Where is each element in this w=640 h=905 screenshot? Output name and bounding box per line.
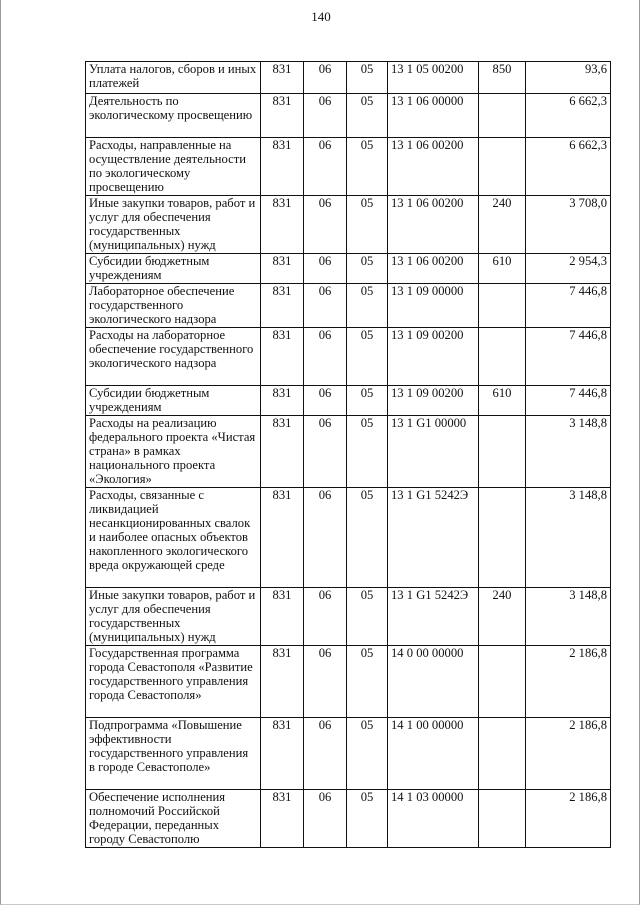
row-subsection-cell: 05 [347, 718, 388, 790]
table-row [86, 718, 611, 790]
row-ministry-cell: 831 [261, 588, 304, 646]
row-ministry-cell: 831 [261, 62, 304, 94]
row-section-cell: 06 [304, 718, 347, 790]
budget-table-body [86, 62, 611, 848]
row-subsection-cell: 05 [347, 588, 388, 646]
table-row [86, 588, 611, 646]
row-section-cell: 06 [304, 416, 347, 488]
row-section-cell: 06 [304, 254, 347, 284]
row-target-code-cell: 14 0 00 00000 [388, 646, 479, 718]
row-subsection-cell: 05 [347, 196, 388, 254]
row-subsection-cell: 05 [347, 416, 388, 488]
table-row [86, 94, 611, 138]
table-row [86, 416, 611, 488]
row-target-code-cell: 14 1 03 00000 [388, 790, 479, 848]
row-section-cell: 06 [304, 328, 347, 386]
row-target-code-cell: 13 1 05 00200 [388, 62, 479, 94]
row-amount-cell: 3 148,8 [526, 488, 611, 588]
row-amount-cell: 3 708,0 [526, 196, 611, 254]
row-amount-cell: 7 446,8 [526, 284, 611, 328]
row-expense-type-cell: 610 [479, 254, 526, 284]
row-subsection-cell: 05 [347, 790, 388, 848]
row-amount-cell: 93,6 [526, 62, 611, 94]
row-ministry-cell: 831 [261, 196, 304, 254]
row-subsection-cell: 05 [347, 488, 388, 588]
table-row [86, 328, 611, 386]
row-section-cell: 06 [304, 284, 347, 328]
row-target-code-cell: 13 1 G1 00000 [388, 416, 479, 488]
row-amount-cell: 7 446,8 [526, 386, 611, 416]
row-name-cell: Расходы, связанные с ликвидацией несанкционированных свалок и наиболее опасных объектов накопленного экологического вреда окружающей среде [86, 488, 261, 588]
row-subsection-cell: 05 [347, 386, 388, 416]
row-section-cell: 06 [304, 386, 347, 416]
table-row [86, 386, 611, 416]
row-ministry-cell: 831 [261, 790, 304, 848]
row-amount-cell: 6 662,3 [526, 138, 611, 196]
row-target-code-cell: 13 1 06 00200 [388, 196, 479, 254]
row-name-cell: Уплата налогов, сборов и иных платежей [86, 62, 261, 94]
row-amount-cell: 2 186,8 [526, 718, 611, 790]
row-name-cell: Лабораторное обеспечение государственного экологического надзора [86, 284, 261, 328]
row-expense-type-cell [479, 488, 526, 588]
row-section-cell: 06 [304, 588, 347, 646]
row-amount-cell: 3 148,8 [526, 588, 611, 646]
table-row [86, 62, 611, 94]
row-target-code-cell: 13 1 09 00200 [388, 328, 479, 386]
row-subsection-cell: 05 [347, 284, 388, 328]
row-target-code-cell: 13 1 06 00000 [388, 94, 479, 138]
row-ministry-cell: 831 [261, 718, 304, 790]
row-ministry-cell: 831 [261, 328, 304, 386]
row-subsection-cell: 05 [347, 138, 388, 196]
row-name-cell: Деятельность по экологическому просвещению [86, 94, 261, 138]
row-expense-type-cell [479, 138, 526, 196]
row-section-cell: 06 [304, 138, 347, 196]
row-target-code-cell: 13 1 06 00200 [388, 138, 479, 196]
table-row [86, 254, 611, 284]
page-number: 140 [311, 9, 331, 24]
row-target-code-cell: 14 1 00 00000 [388, 718, 479, 790]
row-amount-cell: 2 186,8 [526, 646, 611, 718]
row-amount-cell: 7 446,8 [526, 328, 611, 386]
row-ministry-cell: 831 [261, 254, 304, 284]
row-subsection-cell: 05 [347, 94, 388, 138]
table-row [86, 790, 611, 848]
row-target-code-cell: 13 1 G1 5242Э [388, 488, 479, 588]
row-name-cell: Подпрограмма «Повышение эффективности государственного управления в городе Севастополе» [86, 718, 261, 790]
row-ministry-cell: 831 [261, 284, 304, 328]
table-row [86, 196, 611, 254]
budget-table [85, 61, 611, 848]
row-name-cell: Расходы на лабораторное обеспечение государственного экологического надзора [86, 328, 261, 386]
row-amount-cell: 3 148,8 [526, 416, 611, 488]
row-expense-type-cell [479, 328, 526, 386]
row-target-code-cell: 13 1 06 00200 [388, 254, 479, 284]
row-ministry-cell: 831 [261, 94, 304, 138]
row-name-cell: Иные закупки товаров, работ и услуг для обеспечения государственных (муниципальных) нужд [86, 588, 261, 646]
row-name-cell: Расходы, направленные на осуществление деятельности по экологическому просвещению [86, 138, 261, 196]
row-target-code-cell: 13 1 09 00200 [388, 386, 479, 416]
row-name-cell: Иные закупки товаров, работ и услуг для обеспечения государственных (муниципальных) нужд [86, 196, 261, 254]
table-row [86, 488, 611, 588]
row-ministry-cell: 831 [261, 386, 304, 416]
row-expense-type-cell [479, 416, 526, 488]
row-section-cell: 06 [304, 488, 347, 588]
row-ministry-cell: 831 [261, 488, 304, 588]
row-expense-type-cell [479, 718, 526, 790]
row-subsection-cell: 05 [347, 254, 388, 284]
row-amount-cell: 2 954,3 [526, 254, 611, 284]
row-section-cell: 06 [304, 94, 347, 138]
row-expense-type-cell: 610 [479, 386, 526, 416]
row-amount-cell: 6 662,3 [526, 94, 611, 138]
row-ministry-cell: 831 [261, 416, 304, 488]
row-name-cell: Обеспечение исполнения полномочий Российской Федерации, переданных городу Севастополю [86, 790, 261, 848]
row-ministry-cell: 831 [261, 138, 304, 196]
row-expense-type-cell [479, 646, 526, 718]
row-target-code-cell: 13 1 09 00000 [388, 284, 479, 328]
row-subsection-cell: 05 [347, 646, 388, 718]
row-target-code-cell: 13 1 G1 5242Э [388, 588, 479, 646]
row-section-cell: 06 [304, 646, 347, 718]
row-subsection-cell: 05 [347, 328, 388, 386]
row-name-cell: Расходы на реализацию федерального проекта «Чистая страна» в рамках национального проекта «Экология» [86, 416, 261, 488]
row-expense-type-cell: 240 [479, 196, 526, 254]
row-expense-type-cell [479, 94, 526, 138]
table-row [86, 138, 611, 196]
table-row [86, 284, 611, 328]
row-expense-type-cell [479, 284, 526, 328]
row-subsection-cell: 05 [347, 62, 388, 94]
row-name-cell: Субсидии бюджетным учреждениям [86, 386, 261, 416]
row-ministry-cell: 831 [261, 646, 304, 718]
row-amount-cell: 2 186,8 [526, 790, 611, 848]
row-name-cell: Субсидии бюджетным учреждениям [86, 254, 261, 284]
row-section-cell: 06 [304, 790, 347, 848]
row-name-cell: Государственная программа города Севастополя «Развитие государственного управления города Севастополя» [86, 646, 261, 718]
row-section-cell: 06 [304, 62, 347, 94]
table-row [86, 646, 611, 718]
row-expense-type-cell: 240 [479, 588, 526, 646]
row-expense-type-cell: 850 [479, 62, 526, 94]
row-section-cell: 06 [304, 196, 347, 254]
row-expense-type-cell [479, 790, 526, 848]
